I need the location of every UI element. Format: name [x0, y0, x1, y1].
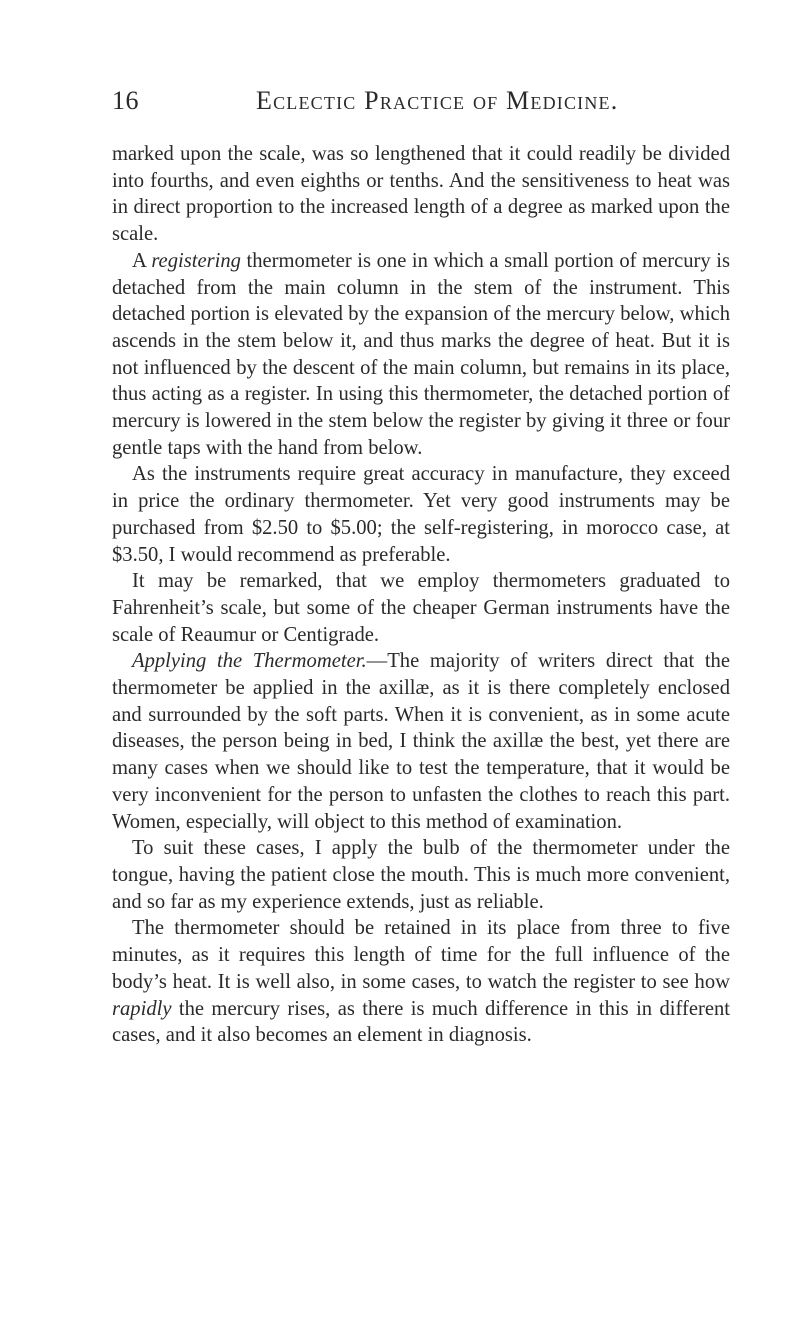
body-text [112, 141, 730, 1049]
paragraph-text-lead: The thermometer should be retained in its place from three to five minutes, as it requires this length of time for the full influence of the body’s heat. It is well also, in some cases, to watch the register to see how [112, 917, 730, 993]
paragraph-applying-thermometer [112, 648, 730, 835]
paragraph-text-lead: A [132, 249, 152, 272]
paragraph-text-rest: —The majority of writers direct that the thermometer be applied in the axillæ, as it is there completely enclosed and surrounded by the soft parts. When it is convenient, as in some acute diseases, the person being in bed, I think the axillæ the best, yet there are many cases when we should like to test the temperature, that it would be very inconvenient for the person to unfasten the clothes to reach this part. Women, especially, will object to this method of examination. [112, 650, 730, 833]
paragraph-instrument-price [112, 461, 730, 568]
paragraph-text: marked upon the scale, was so lengthened that it could readily be divided into fourths, and even eighths or tenths. And the sensitiveness to heat was in direct proportion to the increased length of a degree as marked upon the scale. [112, 143, 730, 246]
italic-term-registering: registering [151, 249, 241, 272]
paragraph-retention-time [112, 915, 730, 1049]
paragraph-continued [112, 141, 730, 248]
running-title: Eclectic Practice of Medicine. [256, 86, 619, 115]
paragraph-under-tongue [112, 835, 730, 915]
paragraph-registering-thermometer [112, 248, 730, 462]
section-heading-applying-thermometer: Applying the Thermometer. [132, 650, 367, 673]
paragraph-text: To suit these cases, I apply the bulb of the thermometer under the tongue, having the patient close the mouth. This is much more convenient, and so far as my experience extends, just as reliable. [112, 837, 730, 913]
paragraph-text-rest: the mercury rises, as there is much difference in this in different cases, and it also becomes an element in diagnosis. [112, 997, 730, 1047]
paragraph-scales [112, 568, 730, 648]
paragraph-text-rest: thermometer is one in which a small portion of mercury is detached from the main column in the stem of the instrument. This detached portion is elevated by the expansion of the mercury below, which ascends in the stem below it, and thus marks the degree of heat. But it is not influenced by the descent of the main column, but remains in its place, thus acting as a register. In using this thermometer, the detached portion of mercury is lowered in the stem below the register by giving it three or four gentle taps with the hand from below. [112, 249, 730, 459]
italic-term-rapidly: rapidly [112, 997, 172, 1020]
running-head [112, 86, 718, 126]
paragraph-text: As the instruments require great accuracy in manufacture, they exceed in price the ordinary thermometer. Yet very good instruments may be purchased from $2.50 to $5.00; the self-registering, in morocco case, at $3.50, I would recommend as preferable. [112, 463, 730, 566]
paragraph-text: It may be remarked, that we employ thermometers graduated to Fahrenheit’s scale, but some of the cheaper German instruments have the scale of Reaumur or Centigrade. [112, 570, 730, 646]
page-number: 16 [112, 86, 139, 115]
